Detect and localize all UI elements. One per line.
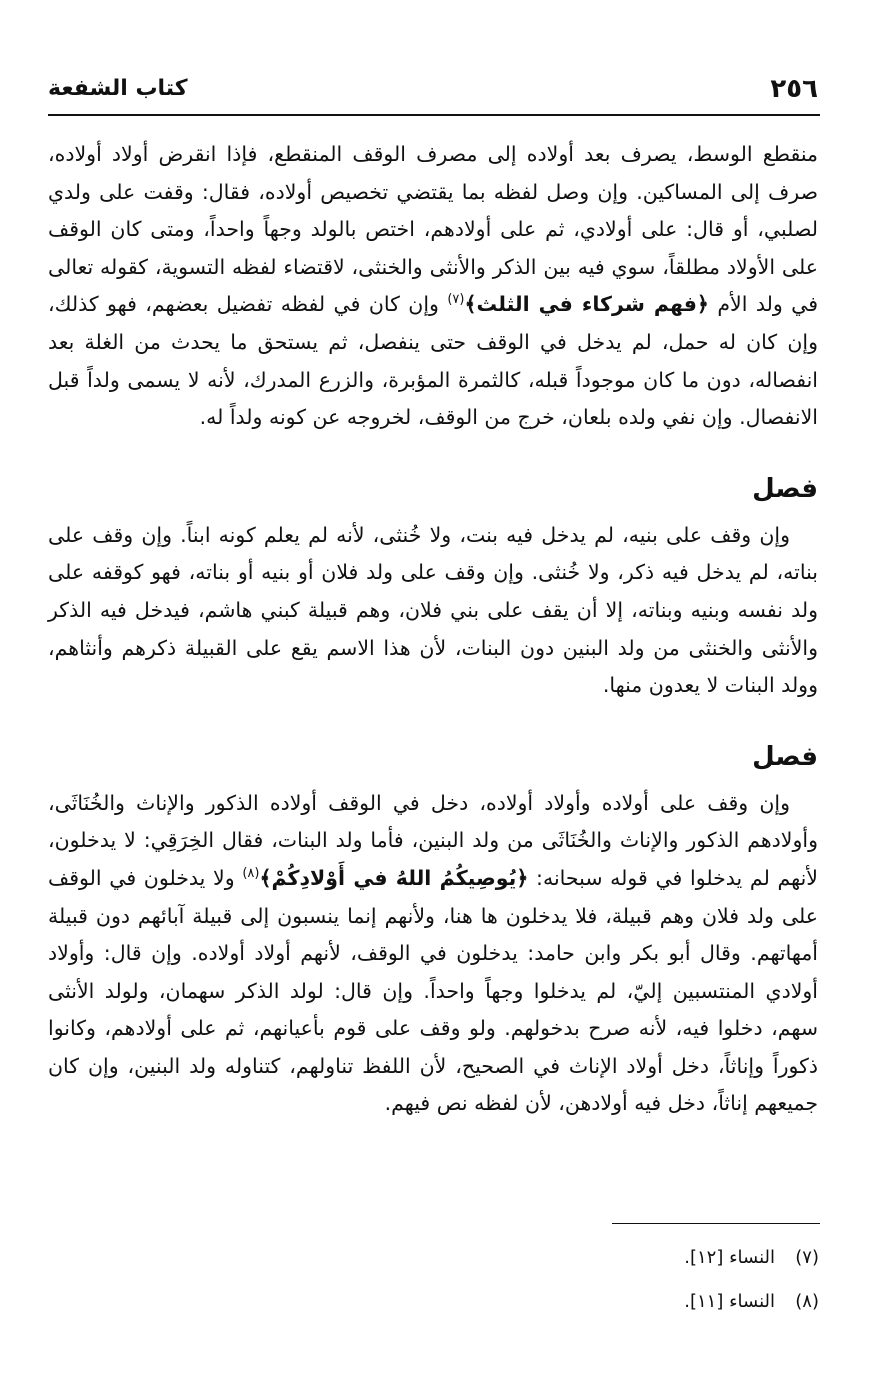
page-body xyxy=(48,136,818,1123)
section-1-text: وإن وقف على بنيه، لم يدخل فيه بنت، ولا خُنثى، لأنه لم يعلم كونه ابناً. وإن وقف على بناته، لم يدخل فيه ذكر، ولا خُنثى. وإن وقف على ولد فلان أو بنيه أو بناته، فهو كوقفه على ولد نفسه وبنيه وبناته، إلا أن يقف على بني فلان، وهم قبيلة كبني هاشم، فيدخل فيه الذكر والأنثى والخنثى من ولد البنين دون البنات، لأن هذا الاسم يقع على القبيلة ذكرهم وأنثاهم، وولد البنات لا يعدون منها. xyxy=(48,522,818,698)
quran-verse-2: ﴿يُوصِيكُمُ اللهُ في أَوْلادِكُمْ﴾ xyxy=(259,865,529,890)
footnote-7 xyxy=(419,1236,819,1280)
footnote-text: النساء [١٢]. xyxy=(684,1247,775,1268)
paragraph-1 xyxy=(48,136,818,437)
section-1-paragraph xyxy=(48,517,818,705)
quran-verse-1: ﴿فهم شركاء في الثلث﴾ xyxy=(464,292,709,317)
running-title: كتاب الشفعة xyxy=(48,76,188,101)
section-heading-1: فصل xyxy=(752,473,818,504)
footnote-rule xyxy=(612,1223,820,1224)
footnote-ref-8: (٨) xyxy=(242,866,260,882)
footnotes xyxy=(419,1236,819,1324)
paragraph-1-text-a: منقطع الوسط، يصرف بعد أولاده إلى مصرف الوقف المنقطع، فإذا انقرض أولاد أولاده، صرف إلى المساكين. وإن وصل لفظه بما يقتضي تخصيص أولاده، فقال: وقفت على ولدي لصلبي، أو قال: على أولادي، ثم على أولادهم، اختص بالولد وجهاً واحداً، ومتى كان الوقف على الأولاد مطلقاً، سوي فيه بين الذكر والأنثى والخنثى، لاقتضاء لفظه التسوية، كقوله تعالى في ولد الأم xyxy=(48,142,819,317)
footnote-text: النساء [١١]. xyxy=(684,1291,775,1312)
paragraph-1-text-b: وإن كان في لفظه تفضيل بعضهم، فهو كذلك، وإن كان له حمل، لم يدخل في الوقف حتى ينفصل، ثم يستحق ما يحدث من الغلة بعد انفصاله، دون ما كان موجوداً قبله، كالثمرة المؤبرة، والزرع المدرك، لأنه لا يسمى ولداً قبل الانفصال. وإن نفي ولده بلعان، خرج من الوقف، لخروجه عن كونه ولداً له. xyxy=(48,292,818,430)
footnote-8 xyxy=(419,1280,819,1324)
section-2-text-a: وإن وقف على أولاده وأولاد أولاده، دخل في الوقف أولاده الذكور والإناث والخُنَاثَى، وأولادهم الذكور والإناث والخُنَاثَى من ولد البنين، فأما ولد البنات، فقال الخِرَقِي: لا يدخلون، لأنهم لم يدخلوا في قوله سبحانه: xyxy=(48,790,818,890)
page-header xyxy=(48,74,818,110)
footnote-number: (٧) xyxy=(795,1247,819,1268)
section-heading-2: فصل xyxy=(752,741,818,772)
header-rule xyxy=(48,114,820,116)
page-number: ٢٥٦ xyxy=(770,74,818,104)
footnote-number: (٨) xyxy=(795,1291,819,1312)
footnote-ref-7: (٧) xyxy=(447,292,465,308)
section-2-paragraph xyxy=(48,785,818,1123)
section-2-text-b: ولا يدخلون في الوقف على ولد فلان وهم قبيلة، فلا يدخلون ها هنا، ولأنهم إنما ينسبون إلى قبيلة آبائهم دون قبيلة أمهاتهم. وقال أبو بكر وابن حامد: يدخلون في الوقف، لأنهم أولاد أولاده. وإن قال: وأولاد أولادي المنتسبين إليّ، لم يدخلوا وجهاً واحداً. وإن قال: لولد الذكر سهمان، ولولد الأنثى سهم، دخلوا فيه، لأنه صرح بدخولهم. ولو وقف على قوم بأعيانهم، ثم على أولادهم، وكانوا ذكوراً وإناثاً، دخل أولاد الإناث في الصحيح، لأن اللفظ تناولهم، كتناوله ولد البنين، وإن كان جميعهم إناثاً، دخل فيه أولادهن، لأن لفظه نص فيهم. xyxy=(48,865,818,1116)
